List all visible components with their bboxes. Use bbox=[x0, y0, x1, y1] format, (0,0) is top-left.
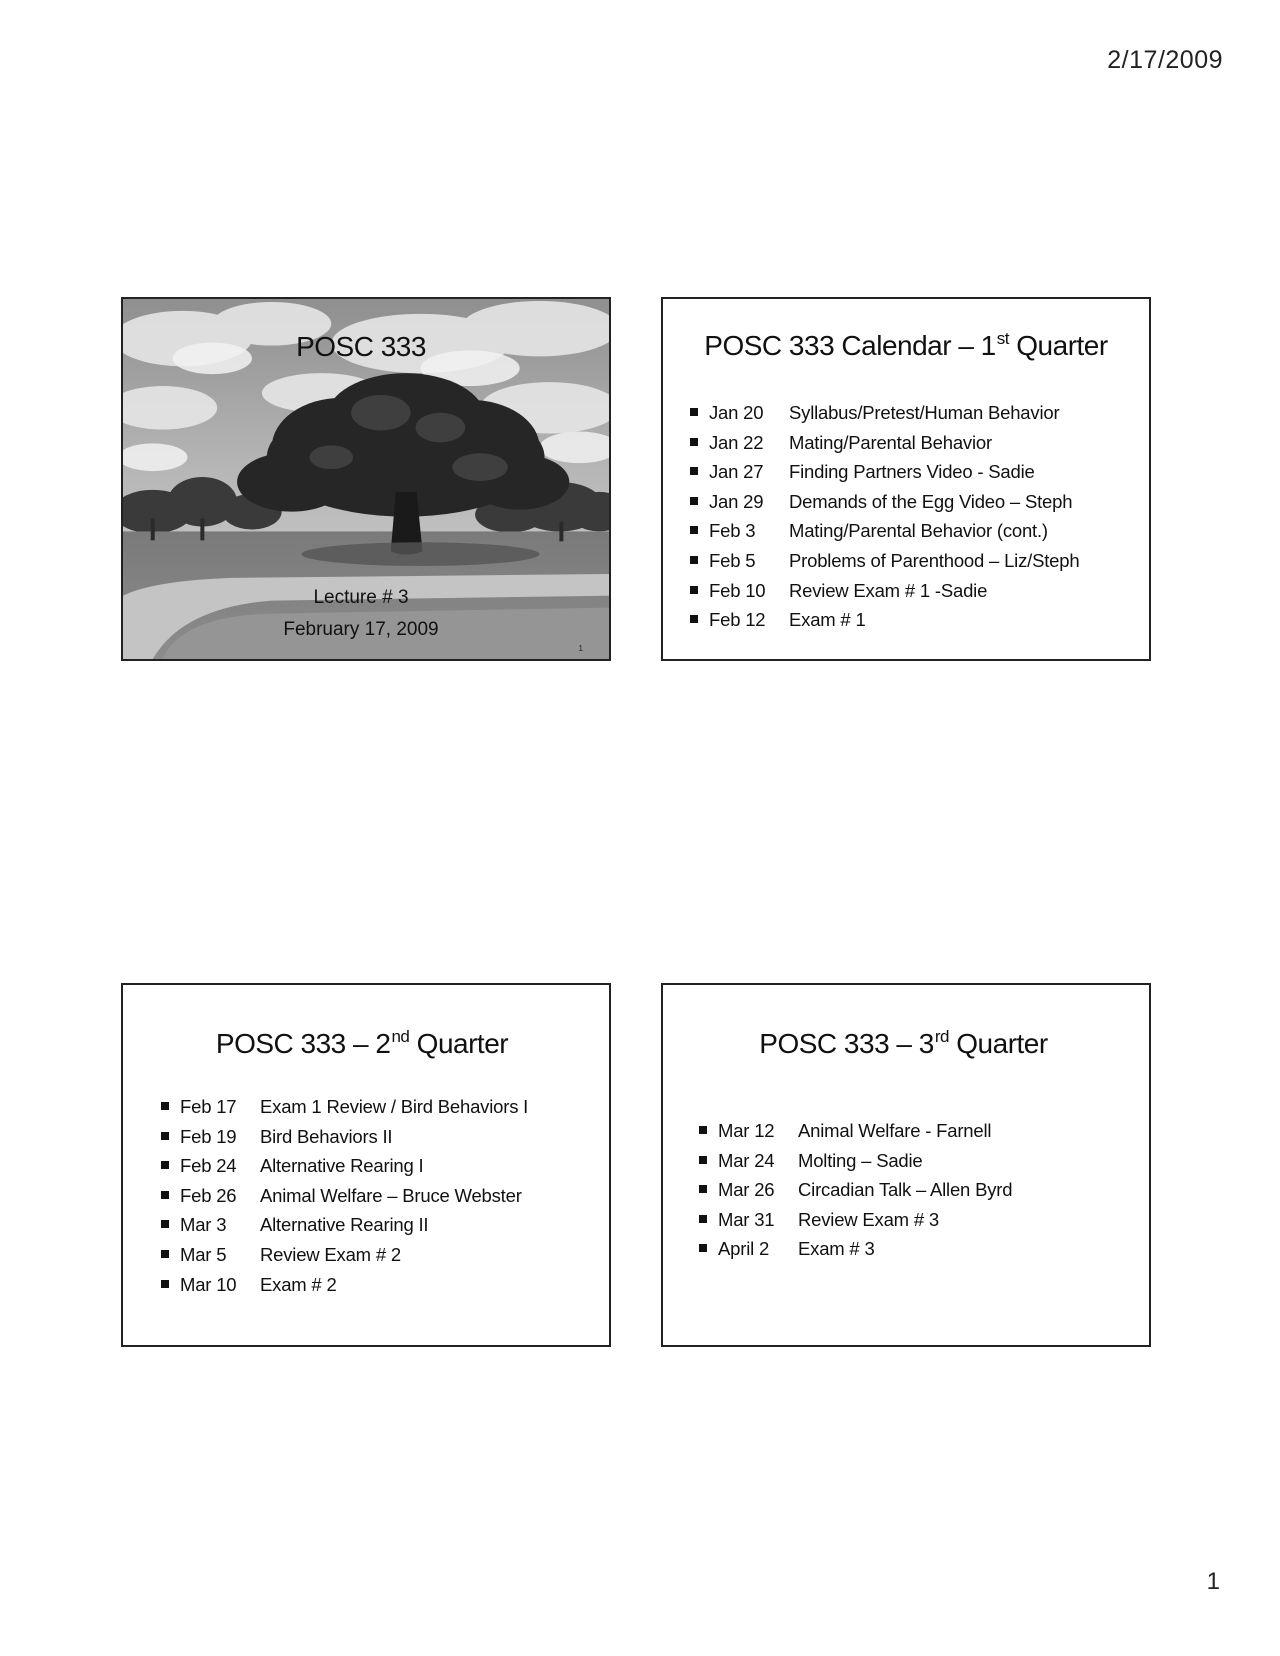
schedule-topic: Animal Welfare – Bruce Webster bbox=[260, 1184, 522, 1206]
schedule-topic: Exam # 1 bbox=[789, 609, 866, 631]
schedule-topic: Demands of the Egg Video – Steph bbox=[789, 490, 1073, 512]
slide-1-title: POSC 333 bbox=[296, 331, 426, 362]
schedule-item bbox=[699, 1175, 1012, 1205]
square-bullet-icon bbox=[699, 1185, 707, 1193]
schedule-item bbox=[690, 546, 1079, 576]
schedule-topic: Mating/Parental Behavior bbox=[789, 431, 992, 453]
square-bullet-icon bbox=[699, 1244, 707, 1252]
schedule-item bbox=[161, 1092, 528, 1122]
square-bullet-icon bbox=[690, 586, 698, 594]
square-bullet-icon bbox=[690, 408, 698, 416]
schedule-topic: Bird Behaviors II bbox=[260, 1125, 393, 1147]
slide-title-photo bbox=[121, 297, 611, 661]
slide-4-title: POSC 333 – 3rd Quarter bbox=[759, 1027, 1048, 1059]
schedule-item bbox=[699, 1234, 1012, 1264]
schedule-item bbox=[690, 457, 1079, 487]
schedule-date: April 2 bbox=[718, 1238, 770, 1260]
schedule-topic: Review Exam # 3 bbox=[798, 1208, 939, 1230]
square-bullet-icon bbox=[161, 1191, 169, 1199]
square-bullet-icon bbox=[690, 556, 698, 564]
schedule-date: Mar 24 bbox=[718, 1149, 775, 1171]
schedule-topic: Circadian Talk – Allen Byrd bbox=[798, 1179, 1013, 1201]
schedule-date: Jan 29 bbox=[709, 490, 764, 512]
schedule-item bbox=[161, 1270, 528, 1300]
square-bullet-icon bbox=[690, 526, 698, 534]
schedule-date: Mar 10 bbox=[180, 1273, 237, 1295]
square-bullet-icon bbox=[161, 1102, 169, 1110]
schedule-date: Feb 10 bbox=[709, 579, 766, 601]
schedule-date: Mar 5 bbox=[180, 1243, 227, 1265]
lecture-number: Lecture # 3 bbox=[313, 587, 409, 608]
schedule-item bbox=[690, 428, 1079, 458]
square-bullet-icon bbox=[690, 467, 698, 475]
square-bullet-icon bbox=[690, 615, 698, 623]
schedule-topic: Finding Partners Video - Sadie bbox=[789, 461, 1035, 483]
schedule-topic: Syllabus/Pretest/Human Behavior bbox=[789, 402, 1060, 423]
schedule-date: Jan 20 bbox=[709, 402, 764, 423]
slide-2-title: POSC 333 Calendar – 1st Quarter bbox=[704, 329, 1108, 361]
square-bullet-icon bbox=[699, 1156, 707, 1164]
square-bullet-icon bbox=[161, 1161, 169, 1169]
square-bullet-icon bbox=[690, 438, 698, 446]
slide-3-title: POSC 333 – 2nd Quarter bbox=[215, 1027, 509, 1059]
schedule-topic: Exam # 2 bbox=[260, 1273, 337, 1295]
schedule-item bbox=[161, 1181, 528, 1211]
schedule-topic: Animal Welfare - Farnell bbox=[798, 1120, 992, 1141]
square-bullet-icon bbox=[161, 1280, 169, 1288]
square-bullet-icon bbox=[699, 1215, 707, 1223]
schedule-date: Mar 12 bbox=[718, 1120, 775, 1141]
schedule-item bbox=[690, 516, 1079, 546]
schedule-topic: Exam 1 Review / Bird Behaviors I bbox=[260, 1096, 529, 1117]
page-date: 2/17/2009 bbox=[1107, 46, 1223, 74]
schedule-date: Feb 12 bbox=[709, 609, 766, 631]
schedule-date: Feb 3 bbox=[709, 520, 756, 542]
schedule-list bbox=[161, 1092, 528, 1299]
schedule-date: Feb 24 bbox=[180, 1155, 237, 1177]
schedule-topic: Mating/Parental Behavior (cont.) bbox=[789, 520, 1048, 542]
schedule-date: Feb 5 bbox=[709, 549, 756, 571]
schedule-topic: Alternative Rearing II bbox=[260, 1214, 429, 1236]
schedule-topic: Review Exam # 2 bbox=[260, 1243, 401, 1265]
slide-3rd-quarter bbox=[661, 983, 1151, 1347]
schedule-date: Jan 27 bbox=[709, 461, 764, 483]
schedule-topic: Alternative Rearing I bbox=[260, 1155, 424, 1177]
schedule-item bbox=[161, 1151, 528, 1181]
schedule-item bbox=[161, 1210, 528, 1240]
schedule-date: Feb 19 bbox=[180, 1125, 237, 1147]
schedule-date: Mar 31 bbox=[718, 1208, 775, 1230]
square-bullet-icon bbox=[161, 1220, 169, 1228]
square-bullet-icon bbox=[690, 497, 698, 505]
schedule-item bbox=[699, 1116, 1012, 1146]
schedule-item bbox=[161, 1240, 528, 1270]
schedule-item bbox=[690, 398, 1079, 428]
schedule-item bbox=[690, 605, 1079, 635]
schedule-item bbox=[699, 1146, 1012, 1176]
schedule-list bbox=[699, 1116, 1012, 1264]
schedule-item bbox=[690, 487, 1079, 517]
schedule-date: Mar 26 bbox=[718, 1179, 775, 1201]
schedule-item bbox=[161, 1122, 528, 1152]
square-bullet-icon bbox=[161, 1132, 169, 1140]
lecture-date: February 17, 2009 bbox=[283, 619, 439, 640]
schedule-date: Jan 22 bbox=[709, 431, 764, 453]
slide-2nd-quarter bbox=[121, 983, 611, 1347]
slide-number: 1 bbox=[578, 644, 583, 653]
schedule-topic: Review Exam # 1 -Sadie bbox=[789, 579, 988, 601]
schedule-topic: Exam # 3 bbox=[798, 1238, 875, 1260]
schedule-topic: Molting – Sadie bbox=[798, 1149, 923, 1171]
schedule-topic: Problems of Parenthood – Liz/Steph bbox=[789, 549, 1080, 571]
schedule-date: Feb 26 bbox=[180, 1184, 237, 1206]
schedule-date: Feb 17 bbox=[180, 1096, 237, 1117]
slide-calendar-1st-quarter bbox=[661, 297, 1151, 661]
page-number: 1 bbox=[1206, 1568, 1220, 1595]
schedule-item bbox=[699, 1205, 1012, 1235]
square-bullet-icon bbox=[699, 1126, 707, 1134]
schedule-date: Mar 3 bbox=[180, 1214, 227, 1236]
square-bullet-icon bbox=[161, 1250, 169, 1258]
schedule-item bbox=[690, 576, 1079, 606]
schedule-list bbox=[690, 398, 1079, 635]
